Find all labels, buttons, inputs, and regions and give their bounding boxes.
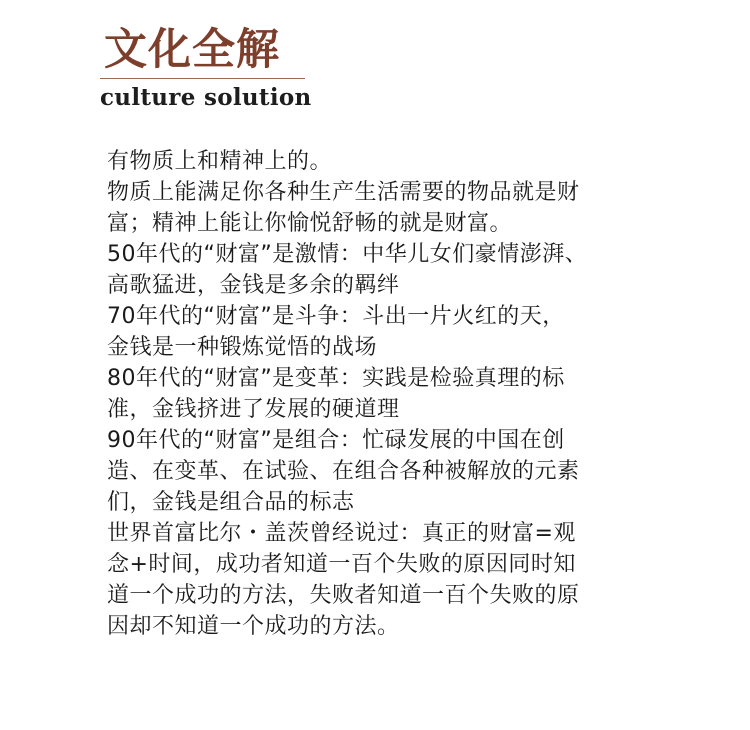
text-line: 物质上能满足你各种生产生活需要的物品就是财	[107, 180, 580, 205]
text-line: 念+时间，成功者知道一百个失败的原因同时知	[107, 552, 576, 577]
page-title: 文化全解	[104, 25, 280, 75]
text-line: 80年代的“财富”是变革：实践是检验真理的标	[107, 366, 565, 391]
text-line: 50年代的“财富”是激情：中华儿女们豪情澎湃、	[107, 242, 588, 267]
text-line: 准，金钱挤进了发展的硬道理	[107, 397, 400, 422]
text-line: 世界首富比尔・盖茨曾经说过：真正的财富=观	[107, 521, 576, 546]
text-line: 道一个成功的方法，失败者知道一百个失败的原	[107, 583, 580, 608]
text-line: 富；精神上能让你愉悦舒畅的就是财富。	[107, 211, 513, 236]
header	[100, 24, 312, 113]
text-line: 因却不知道一个成功的方法。	[107, 614, 400, 639]
title-divider	[100, 78, 305, 79]
text-line: 90年代的“财富”是组合：忙碌发展的中国在创	[107, 428, 565, 453]
text-line: 70年代的“财富”是斗争：斗出一片火红的天，	[107, 304, 565, 329]
page-subtitle: culture solution	[100, 84, 312, 111]
text-line: 有物质上和精神上的。	[107, 149, 333, 174]
article-body	[107, 146, 667, 642]
text-line: 造、在变革、在试验、在组合各种被解放的元素	[107, 459, 580, 484]
text-line: 们，金钱是组合品的标志	[107, 490, 355, 515]
text-line: 金钱是一种锻炼觉悟的战场	[107, 335, 378, 360]
text-line: 高歌猛进，金钱是多余的羁绊	[107, 273, 400, 298]
